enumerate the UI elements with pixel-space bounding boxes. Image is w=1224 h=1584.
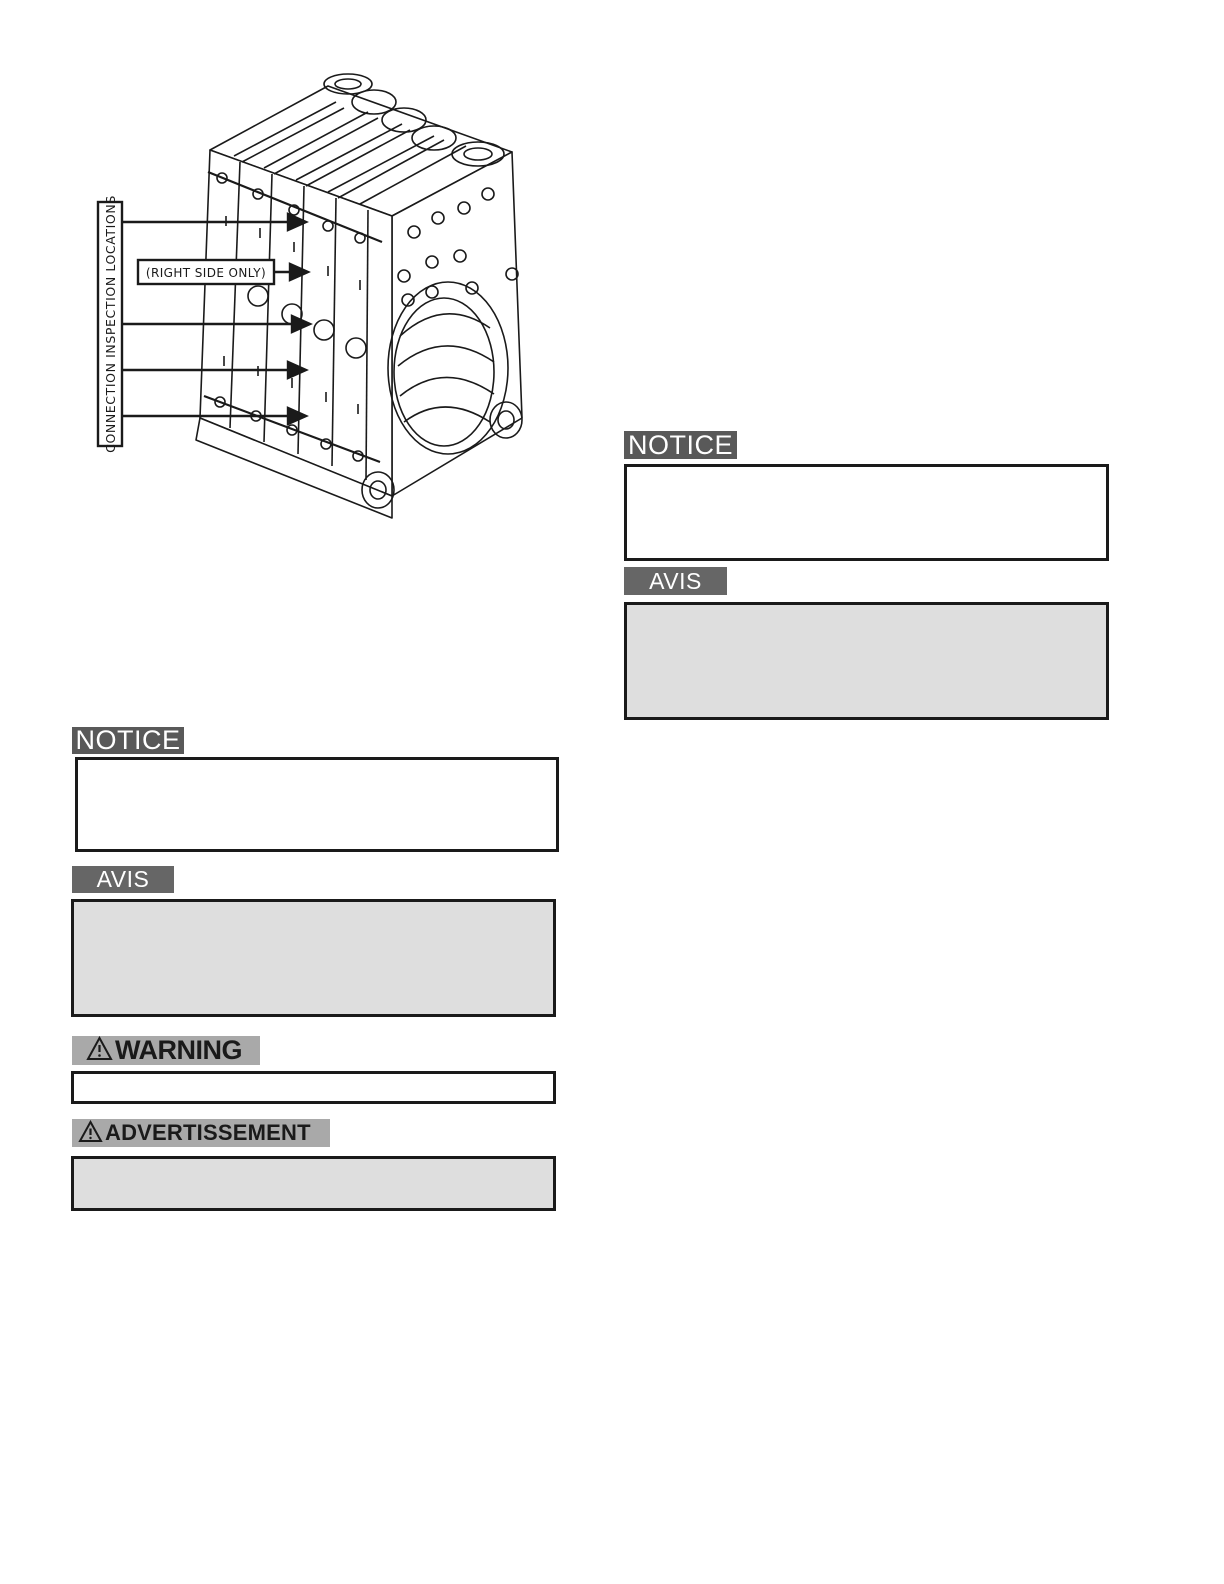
connection-inspection-locations-label: CONNECTION INSPECTION LOCATIONS (103, 195, 118, 453)
advertissement-box (71, 1156, 556, 1211)
boiler-section-figure (92, 66, 532, 526)
notice-tag: NOTICE (72, 727, 184, 754)
notice-tag-right: NOTICE (624, 431, 737, 459)
advertissement-label: ADVERTISSEMENT (105, 1120, 311, 1145)
notice-box-right (624, 464, 1109, 561)
warning-triangle-icon (86, 1036, 113, 1066)
advertissement-triangle-icon (78, 1120, 103, 1147)
avis-tag-right: AVIS (624, 567, 727, 595)
avis-tag: AVIS (72, 866, 174, 893)
warning-tag (72, 1036, 260, 1065)
advertissement-tag (72, 1119, 330, 1147)
warning-label: WARNING (115, 1035, 242, 1065)
avis-box-right (624, 602, 1109, 720)
warning-box (71, 1071, 556, 1104)
boiler-block-illustration (92, 66, 532, 526)
notice-box (75, 757, 559, 852)
right-side-only-label: (RIGHT SIDE ONLY) (145, 266, 267, 280)
avis-box (71, 899, 556, 1017)
